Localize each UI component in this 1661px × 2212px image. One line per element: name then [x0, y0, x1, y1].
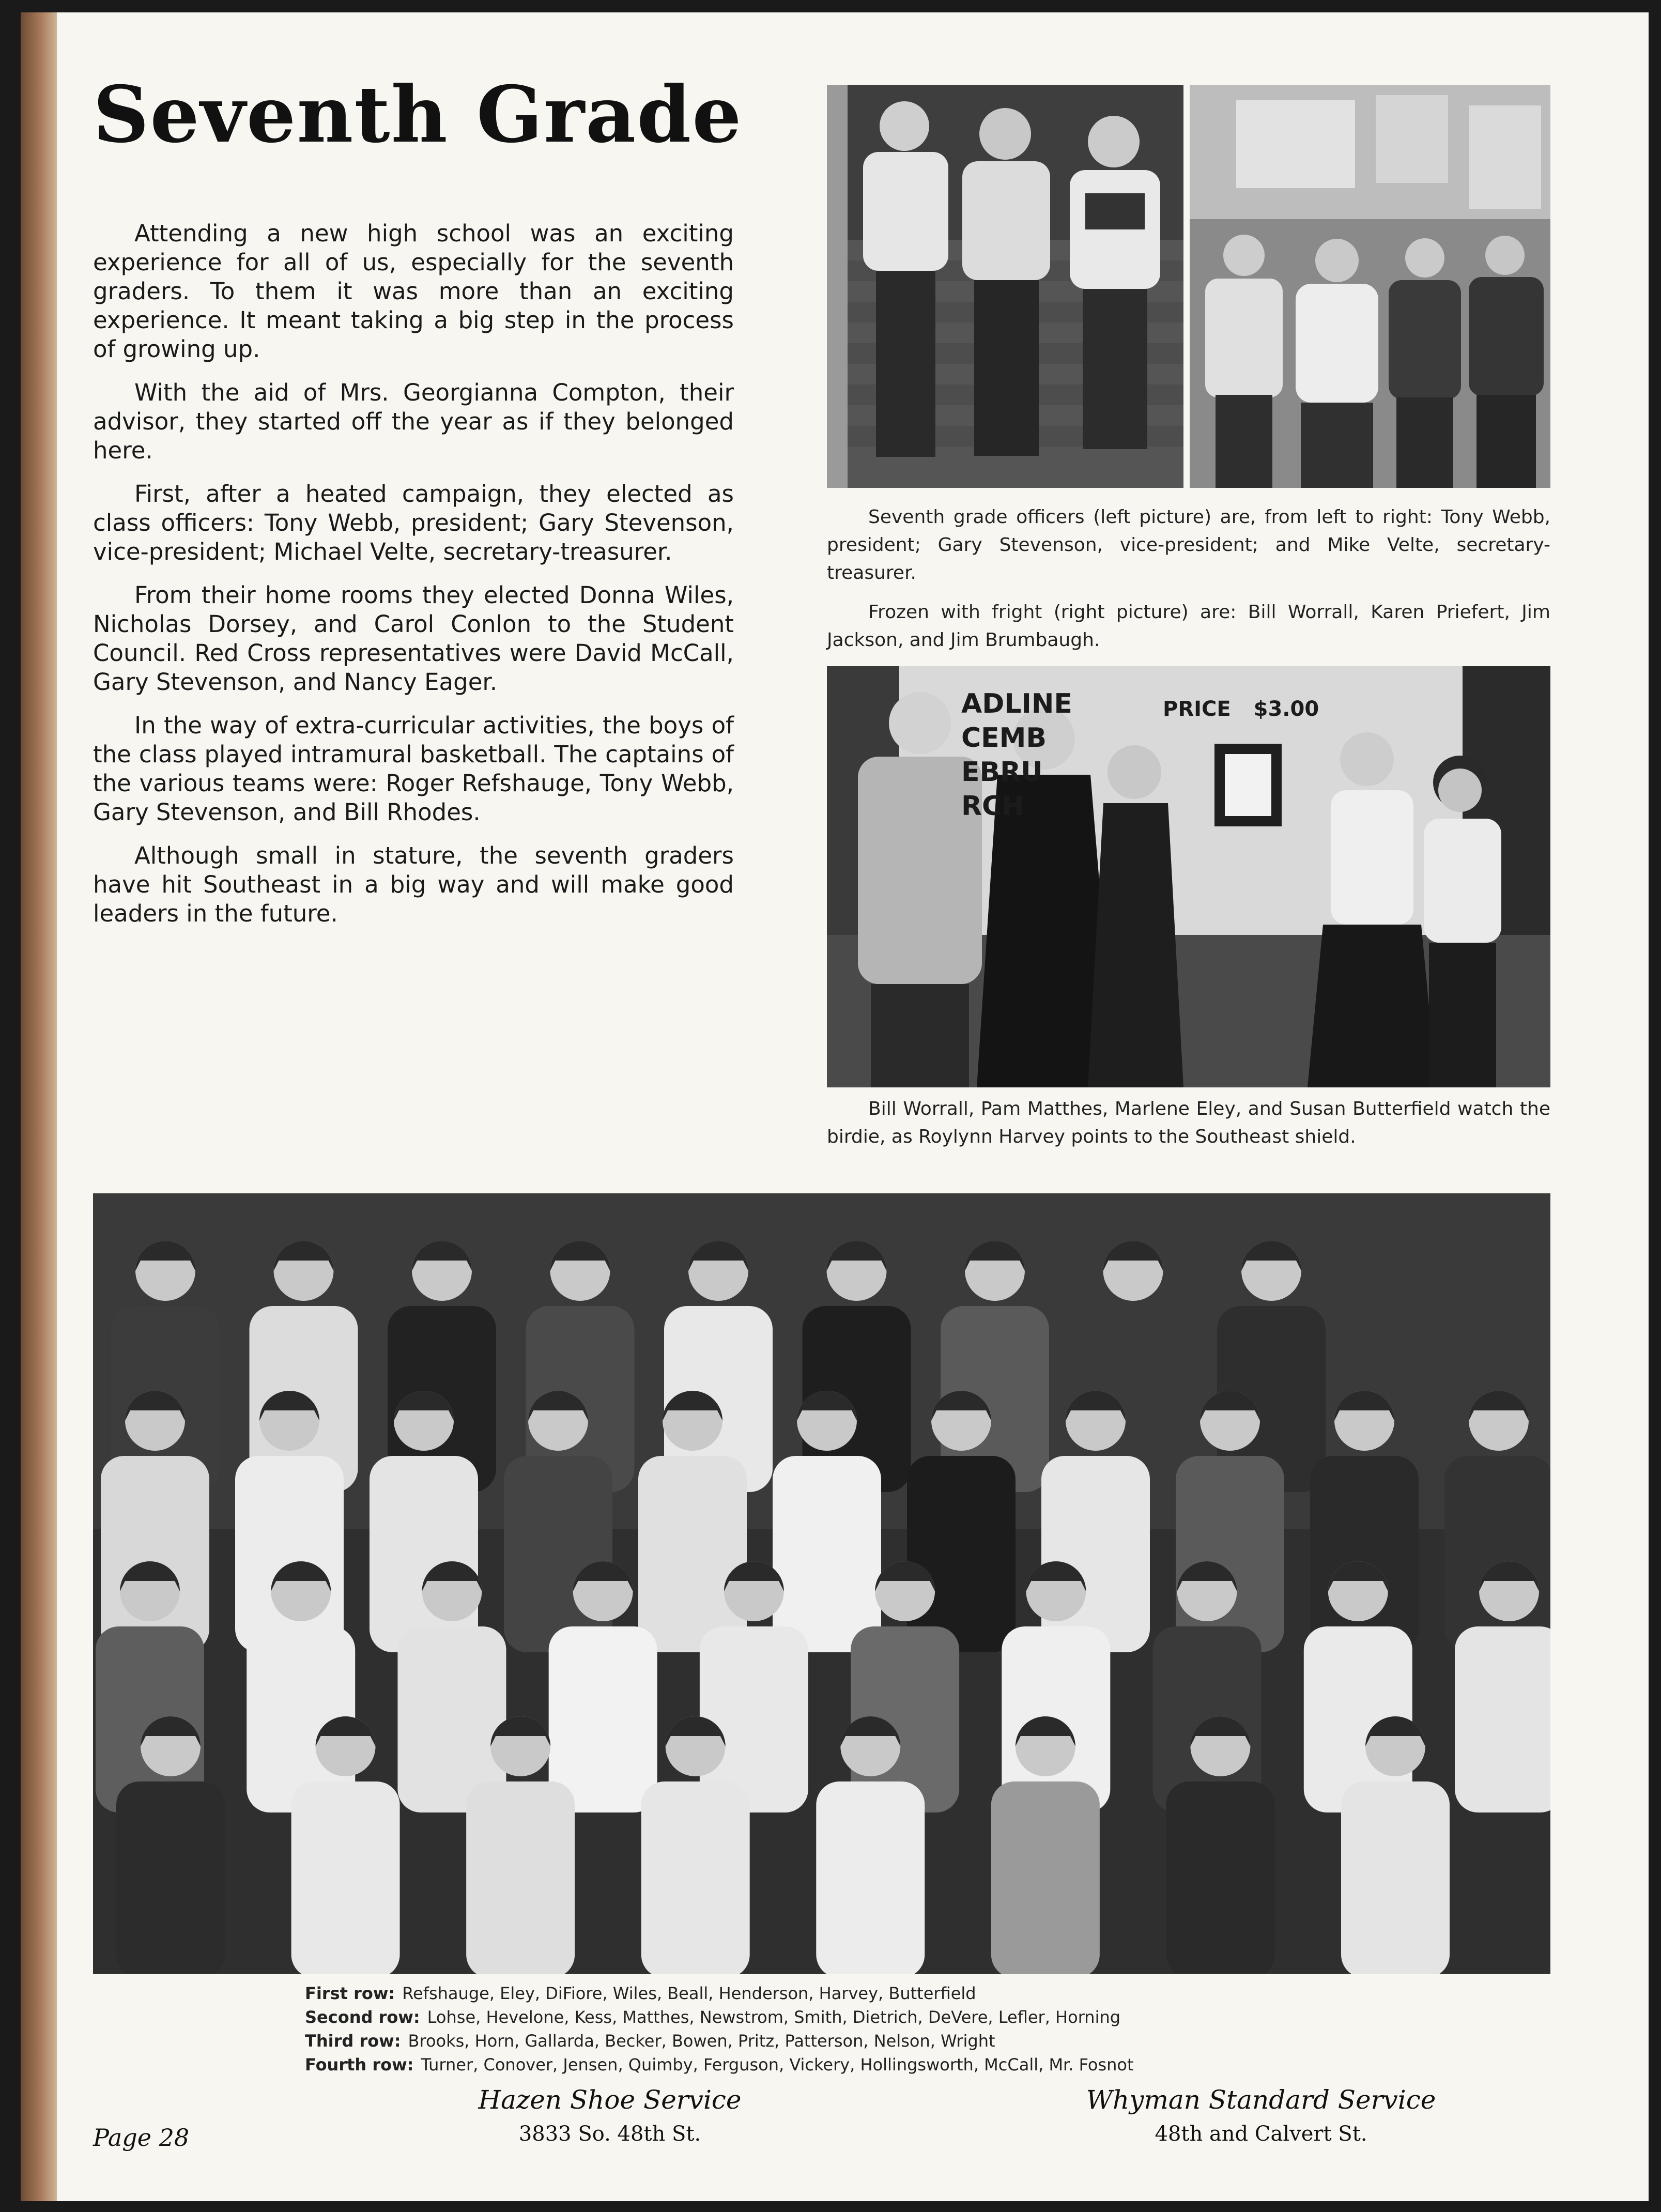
row-label: Third row: [305, 2031, 401, 2051]
row-label: Second row: [305, 2007, 420, 2027]
paragraph: Attending a new high school was an exciting experience for all of us, especially for the seventh graders. To them it was more than an exciting experience. It meant taking a big step in the process of growing up. [93, 220, 734, 363]
row-line [305, 2005, 1390, 2029]
board-text [961, 687, 1072, 823]
row-label: First row: [305, 1984, 395, 2003]
row-names-text: Lohse, Hevelone, Kess, Matthes, Newstrom, Smith, Dietrich, DeVere, Lefler, Horning [427, 2007, 1121, 2027]
price-label: PRICE [1163, 697, 1231, 721]
board-line: ADLINE [961, 688, 1072, 719]
officers-caption [827, 503, 1550, 666]
row-names-text: Brooks, Horn, Gallarda, Becker, Bowen, Pritz, Patterson, Nelson, Wright [408, 2031, 995, 2051]
article-body [93, 219, 734, 943]
frozen-photo [1190, 85, 1550, 488]
price-value: $3.00 [1253, 697, 1319, 721]
row-line [305, 2053, 1390, 2077]
row-label: Fourth row: [305, 2055, 414, 2075]
board-price [1163, 697, 1319, 721]
row-names-text: Turner, Conover, Jensen, Quimby, Ferguson, Vickery, Hollingsworth, McCall, Mr. Fosnot [421, 2055, 1134, 2075]
sponsor-address: 48th and Calvert St. [1155, 2122, 1367, 2146]
caption-frozen: Frozen with fright (right picture) are: Bill Worrall, Karen Priefert, Jim Jackson, and Jim Brumbaugh. [827, 602, 1550, 651]
shield-caption [827, 1095, 1550, 1162]
row-line [305, 2029, 1390, 2053]
board-line: CEMB [961, 723, 1047, 754]
row-names-text: Refshauge, Eley, DiFiore, Wiles, Beall, Henderson, Harvey, Butterfield [402, 1984, 976, 2003]
paragraph: From their home rooms they elected Donna Wiles, Nicholas Dorsey, and Carol Conlon to the Student Council. Red Cross representatives were David McCall, Gary Stevenson, and Nancy Eager. [93, 581, 734, 696]
sponsor-address: 3833 So. 48th St. [518, 2122, 701, 2146]
class-group-photo [93, 1193, 1550, 1974]
caption-officers: Seventh grade officers (left picture) are, from left to right: Tony Webb, president; Gary Stevenson, vice-president; and Mike Velte, secretary-treasurer. [827, 506, 1550, 583]
board-line: RCH [961, 791, 1024, 822]
shield-photo [827, 666, 1550, 1087]
paragraph: Although small in stature, the seventh graders have hit Southeast in a big way and will make good leaders in the future. [93, 842, 734, 927]
officers-photo [827, 85, 1183, 488]
page-title: Seventh Grade [93, 69, 743, 160]
sponsor-whyman [1028, 2085, 1494, 2146]
board-line: EBRU [961, 757, 1043, 788]
row-names [305, 1981, 1390, 2077]
caption-birdie: Bill Worrall, Pam Matthes, Marlene Eley, and Susan Butterfield watch the birdie, as Roylynn Harvey points to the Southeast shield. [827, 1098, 1550, 1147]
sponsor-name: Whyman Standard Service [1086, 2085, 1436, 2115]
paragraph: First, after a heated campaign, they elected as class officers: Tony Webb, president; Gary Stevenson, vice-president; Michael Velte, secretary-treasurer. [93, 480, 734, 565]
yearbook-page [21, 12, 1649, 2201]
row-line [305, 1981, 1390, 2005]
paragraph: With the aid of Mrs. Georgianna Compton, their advisor, they started off the year as if they belonged here. [93, 379, 734, 464]
sponsor-hazen [403, 2085, 817, 2146]
page-binding [21, 12, 57, 2201]
paragraph: In the way of extra-curricular activities, the boys of the class played intramural basketball. The captains of the various teams were: Roger Refshauge, Tony Webb, Gary Stevenson, and Bill Rhodes. [93, 712, 734, 826]
sponsor-name: Hazen Shoe Service [478, 2085, 742, 2115]
page-number: Page 28 [93, 2124, 190, 2152]
